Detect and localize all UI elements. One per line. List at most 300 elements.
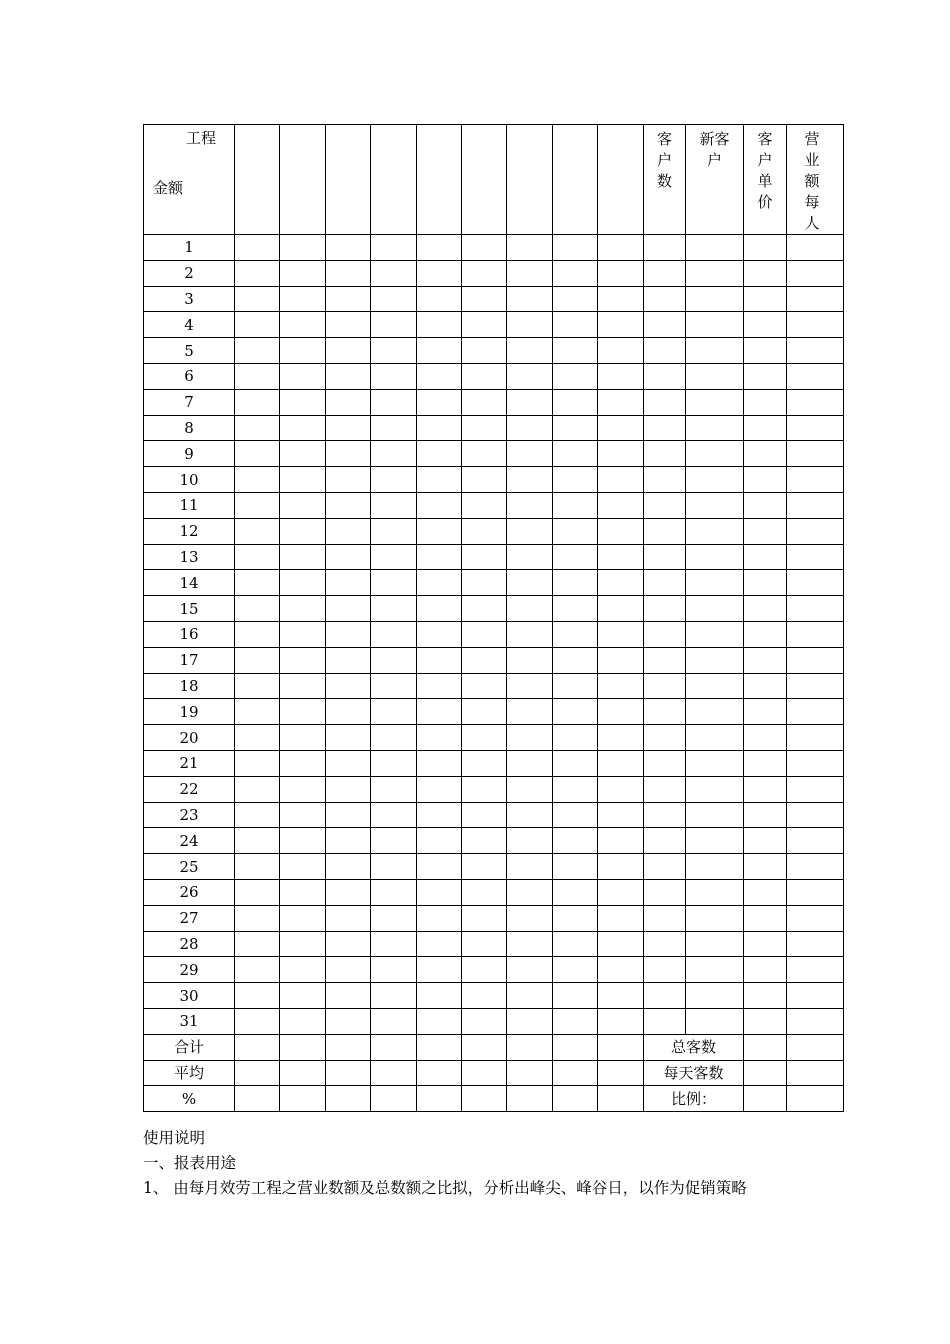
table-cell	[417, 931, 462, 957]
table-cell	[280, 363, 326, 389]
table-cell	[644, 699, 686, 725]
table-cell	[787, 389, 844, 415]
table-cell	[371, 544, 417, 570]
table-cell	[235, 363, 280, 389]
table-cell	[417, 725, 462, 751]
table-cell	[462, 957, 507, 983]
table-cell	[686, 544, 744, 570]
table-cell	[462, 931, 507, 957]
table-cell	[598, 441, 644, 467]
table-cell	[326, 467, 371, 493]
table-cell	[417, 312, 462, 338]
day-label-cell: 12	[144, 518, 235, 544]
table-cell	[235, 441, 280, 467]
table-cell	[686, 725, 744, 751]
table-cell	[787, 518, 844, 544]
table-cell	[371, 596, 417, 622]
day-label-cell: 8	[144, 415, 235, 441]
table-cell	[235, 802, 280, 828]
table-row	[144, 363, 844, 389]
table-cell	[744, 957, 787, 983]
table-cell	[326, 621, 371, 647]
table-cell	[598, 544, 644, 570]
table-cell	[280, 1034, 326, 1060]
table-cell	[280, 725, 326, 751]
table-row	[144, 828, 844, 854]
table-cell	[280, 673, 326, 699]
table-cell	[598, 518, 644, 544]
notes-item: 1、 由每月效劳工程之营业数额及总数额之比拟，分析出峰尖、峰谷日，以作为促销策略	[143, 1179, 747, 1197]
table-cell	[744, 518, 787, 544]
table-cell	[235, 235, 280, 261]
day-label-cell: 18	[144, 673, 235, 699]
table-cell	[787, 931, 844, 957]
table-cell	[507, 492, 553, 518]
table-cell	[686, 828, 744, 854]
table-cell	[644, 363, 686, 389]
table-cell	[686, 235, 744, 261]
table-cell	[462, 235, 507, 261]
table-cell	[787, 828, 844, 854]
table-cell	[507, 1008, 553, 1034]
header-row	[144, 125, 844, 235]
table-cell	[787, 415, 844, 441]
table-cell	[686, 467, 744, 493]
table-cell	[787, 544, 844, 570]
table-cell	[280, 286, 326, 312]
table-row	[144, 1008, 844, 1034]
table-cell	[417, 441, 462, 467]
table-cell	[787, 1060, 844, 1086]
table-cell	[507, 776, 553, 802]
day-label-cell: 17	[144, 647, 235, 673]
table-cell	[787, 596, 844, 622]
table-cell	[507, 1034, 553, 1060]
table-cell	[235, 467, 280, 493]
table-cell	[744, 776, 787, 802]
table-cell	[326, 1008, 371, 1034]
table-cell	[507, 699, 553, 725]
table-cell	[462, 983, 507, 1009]
table-cell	[744, 673, 787, 699]
table-cell	[462, 441, 507, 467]
table-cell	[371, 931, 417, 957]
table-cell	[686, 699, 744, 725]
table-cell	[744, 1060, 787, 1086]
day-label-cell: 24	[144, 828, 235, 854]
table-cell	[744, 750, 787, 776]
table-cell	[787, 621, 844, 647]
table-cell	[553, 570, 598, 596]
table-cell	[598, 1008, 644, 1034]
day-label-cell: 20	[144, 725, 235, 751]
table-cell	[417, 621, 462, 647]
table-cell	[326, 492, 371, 518]
table-cell	[744, 1034, 787, 1060]
table-row	[144, 441, 844, 467]
table-cell	[507, 570, 553, 596]
table-cell	[507, 286, 553, 312]
table-cell	[462, 312, 507, 338]
table-cell	[326, 854, 371, 880]
table-cell	[235, 854, 280, 880]
table-cell	[598, 983, 644, 1009]
table-cell	[507, 518, 553, 544]
table-cell	[417, 647, 462, 673]
table-cell	[417, 828, 462, 854]
table-row	[144, 647, 844, 673]
table-cell	[371, 957, 417, 983]
table-cell	[553, 776, 598, 802]
table-cell	[326, 750, 371, 776]
table-cell	[644, 931, 686, 957]
table-cell	[280, 647, 326, 673]
table-cell	[371, 260, 417, 286]
table-cell	[598, 725, 644, 751]
table-cell	[787, 312, 844, 338]
table-cell	[598, 260, 644, 286]
table-cell	[326, 905, 371, 931]
table-cell	[417, 260, 462, 286]
table-cell	[235, 518, 280, 544]
table-row	[144, 338, 844, 364]
table-row	[144, 570, 844, 596]
table-cell	[553, 518, 598, 544]
table-cell	[235, 415, 280, 441]
table-cell	[686, 647, 744, 673]
usage-notes	[143, 1126, 747, 1201]
table-cell	[235, 338, 280, 364]
table-cell	[371, 854, 417, 880]
table-cell	[787, 1086, 844, 1112]
table-cell	[644, 338, 686, 364]
table-row	[144, 725, 844, 751]
table-cell	[744, 725, 787, 751]
table-cell	[598, 931, 644, 957]
table-cell	[235, 596, 280, 622]
table-cell	[462, 621, 507, 647]
table-cell	[326, 570, 371, 596]
table-cell	[326, 983, 371, 1009]
table-cell	[235, 750, 280, 776]
table-cell	[787, 492, 844, 518]
table-cell	[235, 647, 280, 673]
table-cell	[553, 621, 598, 647]
table-cell	[417, 699, 462, 725]
summary-label-cell: 平均	[144, 1060, 235, 1086]
summary-row	[144, 1086, 844, 1112]
table-cell	[553, 699, 598, 725]
table-cell	[598, 235, 644, 261]
table-cell	[280, 338, 326, 364]
table-row	[144, 854, 844, 880]
table-cell	[280, 415, 326, 441]
table-cell	[553, 725, 598, 751]
table-cell	[417, 983, 462, 1009]
table-cell	[326, 647, 371, 673]
table-cell	[644, 492, 686, 518]
table-cell	[553, 467, 598, 493]
table-cell	[462, 879, 507, 905]
table-cell	[598, 699, 644, 725]
table-cell	[787, 1008, 844, 1034]
table-cell	[686, 260, 744, 286]
table-row	[144, 879, 844, 905]
day-label-cell: 29	[144, 957, 235, 983]
table-cell	[644, 828, 686, 854]
table-cell	[417, 286, 462, 312]
table-cell	[326, 957, 371, 983]
day-label-cell: 26	[144, 879, 235, 905]
table-cell	[598, 492, 644, 518]
table-cell	[462, 389, 507, 415]
table-row	[144, 389, 844, 415]
table-row	[144, 312, 844, 338]
table-cell	[553, 260, 598, 286]
table-cell	[507, 544, 553, 570]
table-cell	[644, 725, 686, 751]
table-cell	[371, 776, 417, 802]
table-cell	[507, 879, 553, 905]
table-cell	[326, 699, 371, 725]
table-cell	[686, 1008, 744, 1034]
table-cell	[235, 389, 280, 415]
table-cell	[744, 828, 787, 854]
table-cell	[462, 286, 507, 312]
table-cell	[644, 467, 686, 493]
table-cell	[744, 260, 787, 286]
table-cell	[371, 1086, 417, 1112]
table-cell	[280, 1008, 326, 1034]
table-cell	[462, 725, 507, 751]
day-label-cell: 15	[144, 596, 235, 622]
table-cell	[507, 338, 553, 364]
table-row	[144, 596, 844, 622]
table-cell	[280, 518, 326, 544]
table-cell	[553, 389, 598, 415]
table-cell	[326, 312, 371, 338]
table-cell	[744, 647, 787, 673]
table-cell	[686, 363, 744, 389]
table-cell	[686, 905, 744, 931]
table-cell	[507, 1086, 553, 1112]
table-cell	[326, 596, 371, 622]
table-cell	[507, 389, 553, 415]
day-label-cell: 25	[144, 854, 235, 880]
table-cell	[371, 415, 417, 441]
table-row	[144, 286, 844, 312]
table-cell	[235, 673, 280, 699]
table-cell	[462, 518, 507, 544]
table-cell	[371, 725, 417, 751]
table-cell	[417, 235, 462, 261]
table-cell	[417, 492, 462, 518]
table-cell	[686, 338, 744, 364]
table-cell	[787, 647, 844, 673]
table-cell	[744, 338, 787, 364]
table-cell	[235, 983, 280, 1009]
table-cell	[462, 260, 507, 286]
table-cell	[644, 802, 686, 828]
table-cell	[787, 338, 844, 364]
table-cell	[235, 312, 280, 338]
table-cell	[787, 235, 844, 261]
table-cell	[553, 957, 598, 983]
table-cell	[644, 544, 686, 570]
table-cell	[787, 983, 844, 1009]
table-cell	[686, 750, 744, 776]
table-cell	[744, 802, 787, 828]
table-cell	[553, 828, 598, 854]
table-cell	[644, 854, 686, 880]
table-cell	[644, 312, 686, 338]
table-cell	[553, 879, 598, 905]
day-label-cell: 30	[144, 983, 235, 1009]
day-label-cell: 27	[144, 905, 235, 931]
table-cell	[371, 1034, 417, 1060]
table-cell	[553, 854, 598, 880]
table-cell	[598, 389, 644, 415]
table-cell	[507, 467, 553, 493]
table-row	[144, 750, 844, 776]
table-cell	[744, 415, 787, 441]
day-label-cell: 2	[144, 260, 235, 286]
table-cell	[507, 673, 553, 699]
project-header-cell	[326, 125, 371, 235]
table-cell	[371, 879, 417, 905]
table-row	[144, 983, 844, 1009]
table-cell	[598, 828, 644, 854]
table-cell	[787, 905, 844, 931]
table-cell	[280, 312, 326, 338]
table-cell	[417, 1008, 462, 1034]
table-cell	[598, 905, 644, 931]
table-cell	[686, 441, 744, 467]
table-cell	[553, 983, 598, 1009]
table-cell	[744, 312, 787, 338]
table-cell	[787, 957, 844, 983]
table-cell	[235, 544, 280, 570]
table-cell	[507, 260, 553, 286]
table-row	[144, 467, 844, 493]
table-cell	[644, 750, 686, 776]
table-cell	[462, 828, 507, 854]
table-cell	[686, 621, 744, 647]
table-cell	[598, 286, 644, 312]
table-cell	[787, 879, 844, 905]
table-cell	[280, 699, 326, 725]
table-cell	[686, 518, 744, 544]
table-cell	[417, 570, 462, 596]
table-cell	[280, 905, 326, 931]
table-cell	[235, 621, 280, 647]
table-cell	[280, 260, 326, 286]
table-cell	[417, 905, 462, 931]
table-cell	[280, 750, 326, 776]
table-cell	[553, 931, 598, 957]
table-cell	[744, 570, 787, 596]
table-cell	[598, 673, 644, 699]
table-cell	[235, 828, 280, 854]
day-label-cell: 4	[144, 312, 235, 338]
project-header-cell	[598, 125, 644, 235]
summary-row	[144, 1034, 844, 1060]
table-cell	[787, 725, 844, 751]
table-cell	[280, 441, 326, 467]
table-cell	[462, 776, 507, 802]
table-cell	[371, 312, 417, 338]
monthly-revenue-table	[143, 124, 844, 1112]
table-cell	[462, 802, 507, 828]
table-cell	[235, 931, 280, 957]
table-cell	[462, 750, 507, 776]
table-cell	[744, 363, 787, 389]
table-cell	[462, 492, 507, 518]
table-cell	[787, 286, 844, 312]
table-cell	[235, 725, 280, 751]
table-cell	[553, 905, 598, 931]
table-cell	[507, 1060, 553, 1086]
day-label-cell: 7	[144, 389, 235, 415]
table-cell	[553, 415, 598, 441]
table-cell	[644, 415, 686, 441]
day-label-cell: 13	[144, 544, 235, 570]
table-cell	[787, 1034, 844, 1060]
table-row	[144, 802, 844, 828]
table-cell	[644, 776, 686, 802]
table-cell	[598, 776, 644, 802]
table-cell	[280, 957, 326, 983]
table-row	[144, 492, 844, 518]
table-cell	[598, 621, 644, 647]
table-cell	[235, 492, 280, 518]
table-cell	[744, 467, 787, 493]
table-cell	[462, 1086, 507, 1112]
project-header-cell	[507, 125, 553, 235]
table-cell	[280, 467, 326, 493]
table-cell	[553, 441, 598, 467]
table-cell	[744, 1008, 787, 1034]
day-label-cell: 6	[144, 363, 235, 389]
table-cell	[417, 1060, 462, 1086]
table-cell	[417, 1034, 462, 1060]
summary-label-cell: %	[144, 1086, 235, 1112]
table-cell	[371, 905, 417, 931]
new-customers-header: 新客户	[686, 125, 744, 235]
table-cell	[507, 725, 553, 751]
table-cell	[280, 1086, 326, 1112]
table-cell	[417, 467, 462, 493]
table-cell	[744, 492, 787, 518]
table-cell	[598, 1034, 644, 1060]
per-person-revenue-header: 营业额每人	[787, 125, 844, 235]
table-cell	[371, 518, 417, 544]
table-cell	[744, 441, 787, 467]
project-header-cell	[280, 125, 326, 235]
table-cell	[326, 879, 371, 905]
notes-heading: 使用说明	[143, 1129, 206, 1147]
customer-count-header: 客户数	[644, 125, 686, 235]
table-cell	[326, 828, 371, 854]
table-cell	[686, 802, 744, 828]
table-cell	[371, 389, 417, 415]
table-cell	[553, 1060, 598, 1086]
table-cell	[280, 879, 326, 905]
table-cell	[744, 1086, 787, 1112]
table-cell	[686, 415, 744, 441]
table-cell	[326, 931, 371, 957]
table-row	[144, 518, 844, 544]
